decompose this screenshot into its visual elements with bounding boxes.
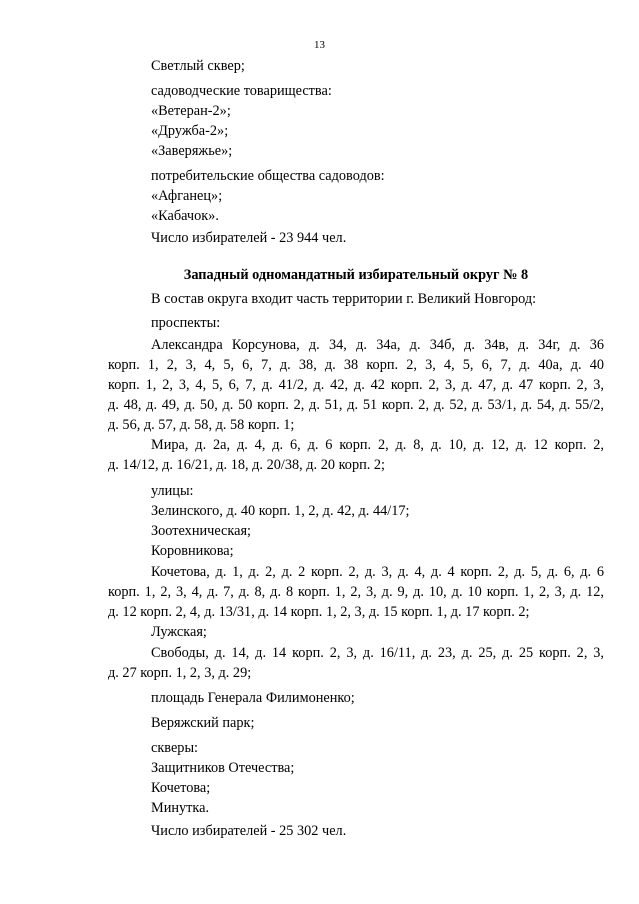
text-line: д. 56, д. 57, д. 58, д. 58 корп. 1; xyxy=(108,417,295,433)
list-label: потребительские общества садоводов: xyxy=(151,168,385,184)
text-line: Кочетова, д. 1, д. 2, д. 2 корп. 2, д. 3, д. 4, д. 4 корп. 2, д. 5, д. 6, д. 6 xyxy=(151,564,604,580)
text-line: Свободы, д. 14, д. 14 корп. 2, 3, д. 16/11, д. 23, д. 25, д. 25 корп. 2, 3, xyxy=(151,645,604,661)
list-label: скверы: xyxy=(151,740,199,756)
text-line: д. 48, д. 49, д. 50, д. 50 корп. 2, д. 51, д. 51 корп. 2, д. 52, д. 53/1, д. 54, д. 55/2, xyxy=(108,397,604,413)
list-item: «Кабачок». xyxy=(151,208,219,224)
list-item: Светлый сквер; xyxy=(151,58,245,74)
list-item: «Дружба-2»; xyxy=(151,123,229,139)
district-intro: В состав округа входит часть территории г. Великий Новгород: xyxy=(151,291,537,307)
voters-count: Число избирателей - 23 944 чел. xyxy=(151,230,347,246)
text-line: д. 14/12, д. 16/21, д. 18, д. 20/38, д. 20 корп. 2; xyxy=(108,457,386,473)
list-label: проспекты: xyxy=(151,315,221,331)
list-item: площадь Генерала Филимоненко; xyxy=(151,690,355,706)
text-line: корп. 1, 2, 3, 4, 5, 6, 7, д. 38, д. 38 корп. 2, 3, 4, 5, 6, 7, д. 40а, д. 40 xyxy=(108,357,604,373)
list-item: Лужская; xyxy=(151,624,207,640)
list-item: Коровникова; xyxy=(151,543,234,559)
list-item: «Заверяжье»; xyxy=(151,143,233,159)
district-heading: Западный одномандатный избирательный округ № 8 xyxy=(183,267,529,283)
text-line: корп. 1, 2, 3, 4, д. 7, д. 8, д. 8 корп. 1, 2, 3, д. 9, д. 10, д. 10 корп. 1, 2, 3, д. 12, xyxy=(108,584,604,600)
list-item: Зоотехническая; xyxy=(151,523,251,539)
list-label: садоводческие товарищества: xyxy=(151,83,332,99)
page-number: 13 xyxy=(314,39,325,51)
text-line: д. 27 корп. 1, 2, 3, д. 29; xyxy=(108,665,252,681)
list-item: «Ветеран-2»; xyxy=(151,103,231,119)
text-line: д. 12 корп. 2, 4, д. 13/31, д. 14 корп. 1, 2, 3, д. 15 корп. 1, д. 17 корп. 2; xyxy=(108,604,530,620)
text-line: корп. 1, 2, 3, 4, 5, 6, 7, д. 41/2, д. 42, д. 42 корп. 2, 3, д. 47, д. 47 корп. 2, 3, xyxy=(108,377,604,393)
text-line: Александра Корсунова, д. 34, д. 34а, д. 34б, д. 34в, д. 34г, д. 36 xyxy=(151,337,604,353)
text-line: Мира, д. 2а, д. 4, д. 6, д. 6 корп. 2, д. 8, д. 10, д. 12, д. 12 корп. 2, xyxy=(151,437,604,453)
voters-count: Число избирателей - 25 302 чел. xyxy=(151,823,347,839)
list-label: улицы: xyxy=(151,483,194,499)
list-item: «Афганец»; xyxy=(151,188,223,204)
list-item: Кочетова; xyxy=(151,780,211,796)
list-item: Зелинского, д. 40 корп. 1, 2, д. 42, д. 44/17; xyxy=(151,503,410,519)
list-item: Защитников Отечества; xyxy=(151,760,295,776)
list-item: Минутка. xyxy=(151,800,210,816)
list-item: Веряжский парк; xyxy=(151,715,255,731)
